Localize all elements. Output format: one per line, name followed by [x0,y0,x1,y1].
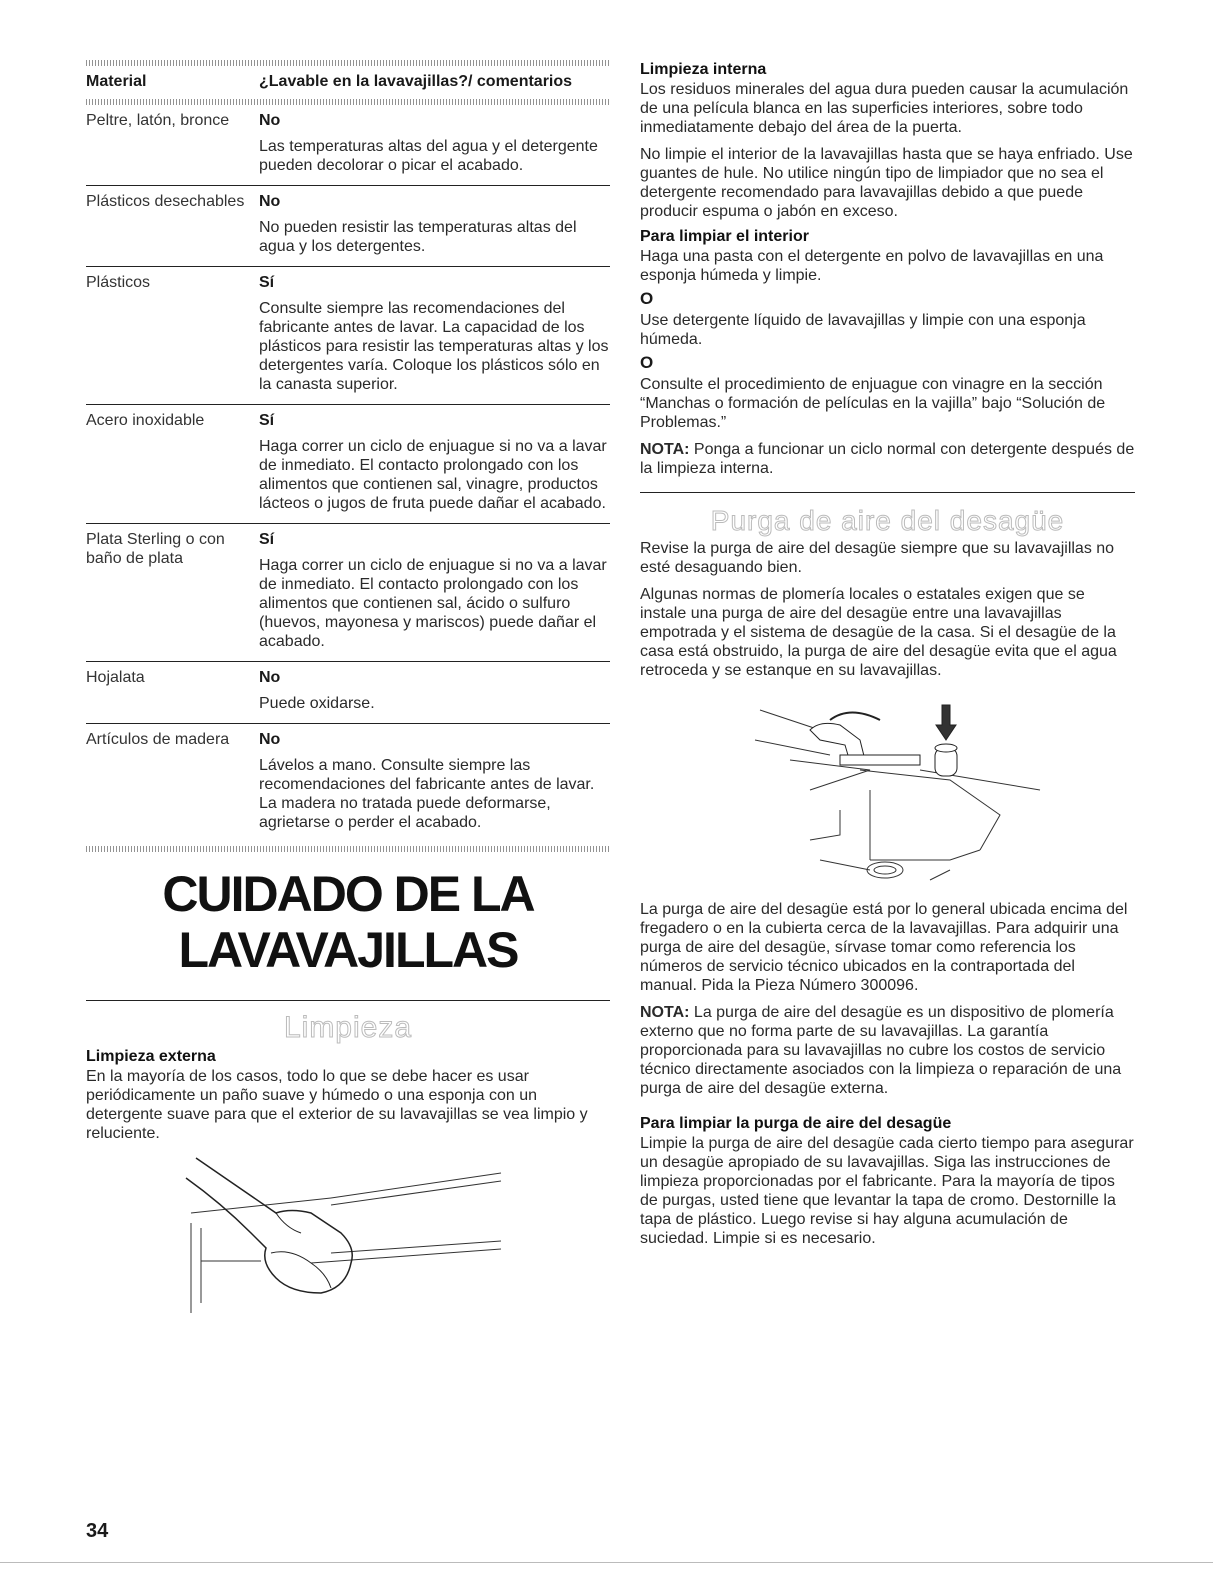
table-row [86,105,610,186]
table-row [86,724,610,846]
row-comment: Puede oxidarse. [259,695,375,712]
section-title-line1: CUIDADO DE LA [162,866,534,922]
row-answer: Sí [259,412,275,429]
row-answer: No [259,193,281,210]
row-material: Plata Sterling o con baño de plata [86,531,225,567]
row-answer: No [259,731,281,748]
row-material: Peltre, latón, bronce [86,112,230,129]
air-gap-p3: La purga de aire del desagüe está por lo general ubicada encima del fregadero o en la cubierta cerca de la lavavajillas. Para adquirir una purga de aire del desagüe, sírvase tomar como referencia los números de servicio técnico ubicados en la contraportada del manual. Pida la Pieza Número 300096. [640,901,1128,994]
air-gap-title: Purga de aire del desagüe [710,505,1065,536]
external-cleaning-heading: Limpieza externa [86,1048,216,1065]
row-comment: Lávelos a mano. Consulte siempre las recomendaciones del fabricante antes de lavar. La madera no tratada puede deformarse, agrietarse o perder el acabado. [259,757,595,831]
header-material: Material [86,73,147,90]
air-gap-divider [640,492,1135,493]
external-cleaning-text: En la mayoría de los casos, todo lo que se debe hacer es usar periódicamente un paño suave y húmedo o una esponja con un detergente suave para que el exterior de su lavavajillas se vea limpio y reluciente. [86,1068,588,1142]
row-comment: No pueden resistir las temperaturas altas del agua y los detergentes. [259,219,577,255]
row-answer: No [259,669,281,686]
row-material: Plásticos desechables [86,193,245,210]
header-washable: ¿Lavable en la lavavajillas?/ comentarios [259,73,573,90]
internal-cleaning-heading: Limpieza interna [640,61,767,78]
row-comment: Haga correr un ciclo de enjuague si no va a lavar de inmediato. El contacto prolongado con los alimentos que contienen sal, vinagre, productos lácteos o jugos de fruta puede dañar el acabado. [259,438,607,512]
wiping-hand-illustration [181,1153,511,1318]
table-row [86,662,610,724]
note-label: NOTA: [640,1004,690,1021]
note-label: NOTA: [640,441,690,458]
internal-note [640,440,1135,478]
table-top-rule [86,60,610,66]
row-answer: Sí [259,274,275,291]
or-separator: O [640,353,654,372]
page-number: 34 [86,1520,109,1542]
row-comment: Las temperaturas altas del agua y el detergente pueden decolorar o picar el acabado. [259,138,598,174]
internal-cleaning-p1: Los residuos minerales del agua dura pueden causar la acumulación de una película blanca en las superficies interiores, sobre todo inmediatamente debajo del área de la puerta. [640,81,1129,136]
section-title [86,866,610,978]
row-answer: Sí [259,531,275,548]
row-material: Hojalata [86,669,145,686]
table-row [86,524,610,662]
row-material: Plásticos [86,274,151,291]
note-text: Ponga a funcionar un ciclo normal con detergente después de la limpieza interna. [640,441,1135,477]
clean-air-gap-text: Limpie la purga de aire del desagüe cada cierto tiempo para asegurar un desagüe apropiado de su lavavajillas. Siga las instrucciones de limpieza proporcionadas por el fabricante. Para la mayoría de tipos de purgas, usted tiene que levantar la tapa de cromo. Destornille la tapa de plástico. Luego revise si hay alguna acumulación de suciedad. Limpie si es necesario. [640,1135,1134,1247]
row-comment: Haga correr un ciclo de enjuague si no va a lavar de inmediato. El contacto prolongado con los alimentos que contienen sal, ácido o sulfuro (huevos, mayonesa y mariscos) puede dañar el acabado. [259,557,607,650]
row-answer: No [259,112,281,129]
internal-cleaning-p2: No limpie el interior de la lavavajillas hasta que se haya enfriado. Use guantes de hule. No utilice ningún tipo de limpiador que no sea el detergente recomendado para lavavajillas debido a que puede producir espuma o jabón en exceso. [640,146,1133,220]
table-row [86,186,610,267]
table-header-rule [86,99,610,105]
section-divider [86,1000,610,1001]
table-row [86,267,610,405]
clean-interior-step3: Consulte el procedimiento de enjuague con vinagre en la sección “Manchas o formación de películas en la vajilla” bajo “Solución de Problemas.” [640,376,1106,431]
row-material: Artículos de madera [86,731,230,748]
table-header [86,66,610,99]
right-column [640,60,1135,1256]
clean-air-gap-heading: Para limpiar la purga de aire del desagüe [640,1115,952,1132]
row-material: Acero inoxidable [86,412,205,429]
clean-interior-heading: Para limpiar el interior [640,228,809,245]
row-comment: Consulte siempre las recomendaciones del fabricante antes de lavar. La capacidad de los plásticos para resistir las temperaturas altas y los detergentes varía. Coloque los plásticos sólo en la canasta superior. [259,300,609,393]
cleaning-subtitle: Limpieza [283,1011,413,1044]
air-gap-p1: Revise la purga de aire del desagüe siempre que su lavavajillas no esté desaguando bien. [640,540,1115,576]
clean-interior-step2: Use detergente líquido de lavavajillas y limpie con una esponja húmeda. [640,312,1086,348]
table-row [86,405,610,524]
air-gap-illustration [750,700,1050,890]
or-separator: O [640,289,654,308]
dishware-table [86,60,610,852]
left-column [86,60,610,1318]
clean-interior-step1: Haga una pasta con el detergente en polvo de lavavajillas en una esponja húmeda y limpie. [640,248,1104,284]
table-bottom-rule [86,846,610,852]
note-text: La purga de aire del desagüe es un dispositivo de plomería externo que no forma parte de su lavavajillas. La garantía proporcionada para su lavavajillas no cubre los costos de servicio técnico directamente asociados con la limpieza o reparación de una purga de aire del desagüe externa. [640,1004,1122,1097]
page-bottom-rule [0,1562,1213,1563]
air-gap-p2: Algunas normas de plomería locales o estatales exigen que se instale una purga de aire del desagüe entre una lavavajillas empotrada y el sistema de desagüe de la casa. Si el desagüe de la casa está obstruido, la purga de aire del desagüe evita que el agua retroceda y se estanque en su lavavajillas. [640,586,1117,679]
section-title-line2: LAVAVAJILLAS [178,922,518,978]
air-gap-note [640,1003,1135,1098]
